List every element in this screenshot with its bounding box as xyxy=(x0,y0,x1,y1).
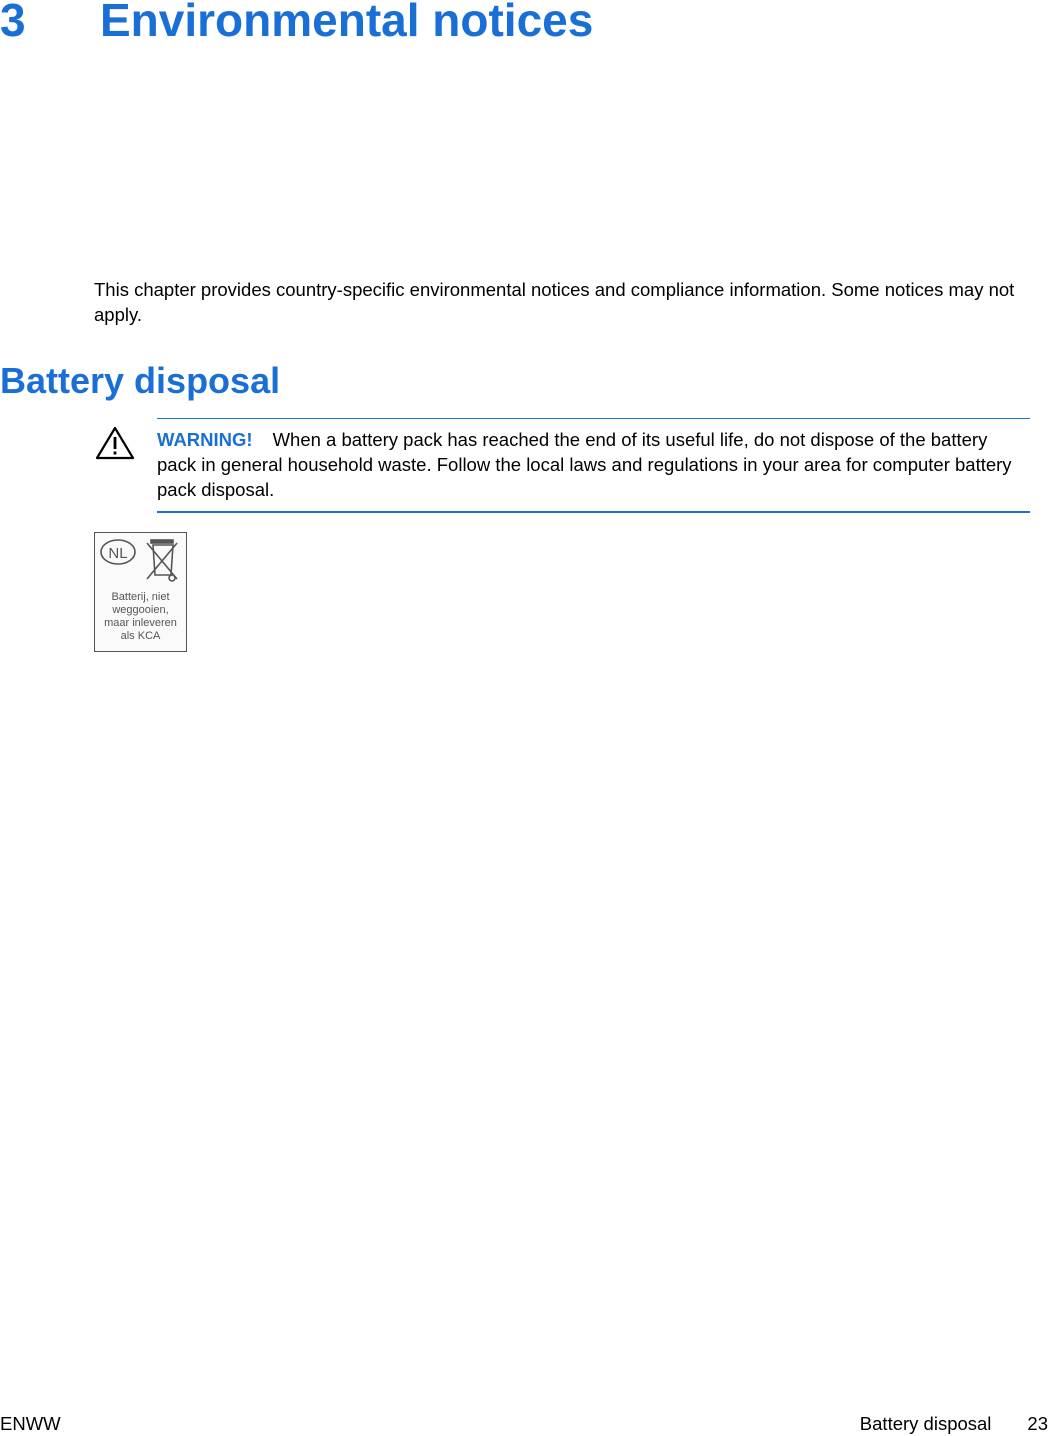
footer-doc-id: ENWW xyxy=(0,1413,61,1434)
warning-triangle-icon xyxy=(95,425,135,461)
footer-section-name: Battery disposal xyxy=(859,1413,992,1434)
nl-battery-badge-graphic xyxy=(95,533,186,651)
chapter-title xyxy=(0,0,593,50)
nl-badge-line-1: Batterij, niet xyxy=(111,591,170,603)
nl-badge-line-3: maar inleveren xyxy=(104,617,177,629)
warning-text xyxy=(157,427,1030,502)
section-title: Battery disposal xyxy=(0,360,281,401)
page-number: 23 xyxy=(1027,1413,1048,1434)
warning-message: When a battery pack has reached the end of its useful life, do not dispose of the battery pack in general household waste. Follow the local laws and regulations in your area for computer battery pack disposal. xyxy=(157,429,1012,500)
intro-paragraph: This chapter provides country-specific environmental notices and compliance information. Some notices may not apply. xyxy=(94,279,1015,325)
footer-right xyxy=(860,1412,1050,1436)
nl-badge-line-2: weggooien, xyxy=(112,604,169,616)
warning-block xyxy=(157,418,1030,513)
chapter-number: 3 xyxy=(0,0,26,46)
warning-label: WARNING! xyxy=(157,429,253,450)
nl-country-code: NL xyxy=(108,545,128,562)
nl-badge-line-4: als KCA xyxy=(120,630,161,642)
nl-battery-badge xyxy=(94,532,187,652)
chapter-title-text: Environmental notices xyxy=(100,0,594,46)
